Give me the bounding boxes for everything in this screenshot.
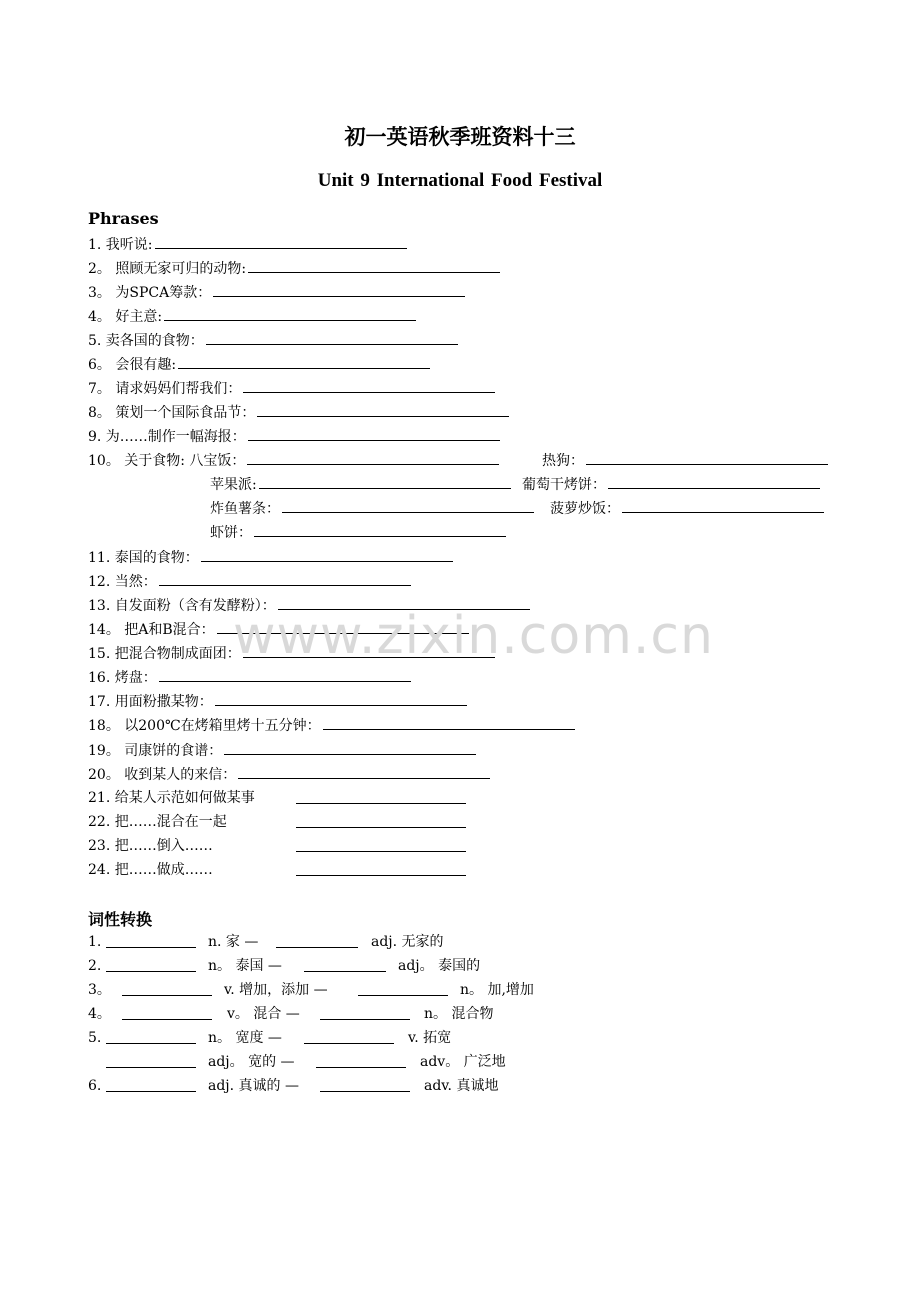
phrase-9: 9. 为……制作一幅海报：	[88, 426, 500, 446]
phrase-10-prawn-cracker: 虾饼：	[210, 522, 506, 542]
phrase-13: 13. 自发面粉（含有发酵粉）：	[88, 595, 530, 615]
answer-blank[interactable]	[247, 450, 499, 465]
answer-blank[interactable]	[106, 1077, 196, 1092]
phrase-10: 10。 关于食物: 八宝饭：	[88, 450, 499, 470]
answer-blank[interactable]	[238, 764, 490, 779]
phrase-8: 8。 策划一个国际食品节：	[88, 402, 509, 422]
wordform-5-given: n。 宽度 —	[208, 1030, 282, 1046]
answer-blank[interactable]	[320, 1005, 410, 1020]
document-title: 初一英语秋季班资料十三	[344, 124, 576, 149]
wordform-2-given: n。 泰国 —	[208, 958, 282, 974]
answer-blank[interactable]	[282, 498, 534, 513]
phrase-23: 23. 把……倒入……	[88, 838, 213, 854]
answer-blank[interactable]	[586, 450, 828, 465]
phrase-4: 4。 好主意:	[88, 306, 416, 326]
phrase-21: 21. 给某人示范如何做某事	[88, 790, 255, 806]
phrase-10-apple-pie: 苹果派:	[210, 474, 511, 494]
watermark: www.zixin.com.cn	[233, 606, 714, 666]
wordform-2-target: adj。 泰国的	[398, 958, 481, 974]
answer-blank[interactable]	[276, 933, 358, 948]
wordform-3-given: v. 增加，添加 —	[224, 982, 328, 998]
answer-blank[interactable]	[622, 498, 824, 513]
answer-blank[interactable]	[178, 354, 430, 369]
answer-blank[interactable]	[304, 1029, 394, 1044]
phrase-22: 22. 把……混合在一起	[88, 814, 227, 830]
phrase-10-raisin-scone: 葡萄干烤饼：	[522, 474, 820, 494]
phrase-7: 7。 请求妈妈们帮我们：	[88, 378, 495, 398]
phrase-19: 19。 司康饼的食谱：	[88, 740, 476, 760]
answer-blank[interactable]	[296, 861, 466, 876]
wordform-1-given: n. 家 —	[208, 934, 259, 950]
answer-blank[interactable]	[304, 957, 386, 972]
wordform-6-number: 6.	[88, 1078, 102, 1094]
unit-title: Unit 9 International Food Festival	[317, 170, 603, 191]
phrase-3: 3。 为SPCA筹款：	[88, 282, 465, 302]
phrase-20: 20。 收到某人的来信：	[88, 764, 490, 784]
wordform-3-number: 3。	[88, 982, 111, 998]
answer-blank[interactable]	[224, 740, 476, 755]
wordform-5-number: 5.	[88, 1030, 102, 1046]
answer-blank[interactable]	[257, 402, 509, 417]
answer-blank[interactable]	[296, 837, 466, 852]
answer-blank[interactable]	[155, 234, 407, 249]
phrase-16: 16. 烤盘：	[88, 667, 411, 687]
answer-blank[interactable]	[122, 981, 212, 996]
wordform-2-number: 2.	[88, 958, 102, 974]
phrase-5: 5. 卖各国的食物：	[88, 330, 458, 350]
wordform-5b-given: adj。 宽的 —	[208, 1054, 295, 1070]
wordform-4-number: 4。	[88, 1006, 111, 1022]
phrase-10-fish-chips: 炸鱼薯条：	[210, 498, 534, 518]
answer-blank[interactable]	[122, 1005, 212, 1020]
phrase-6: 6。 会很有趣:	[88, 354, 430, 374]
answer-blank[interactable]	[259, 474, 511, 489]
wordform-4-target: n。 混合物	[424, 1006, 494, 1022]
answer-blank[interactable]	[206, 330, 458, 345]
answer-blank[interactable]	[358, 981, 448, 996]
answer-blank[interactable]	[316, 1053, 406, 1068]
wordform-6-given: adj. 真诚的 —	[208, 1078, 299, 1094]
answer-blank[interactable]	[213, 282, 465, 297]
wordform-1-number: 1.	[88, 934, 102, 950]
answer-blank[interactable]	[248, 258, 500, 273]
answer-blank[interactable]	[243, 378, 495, 393]
phrase-11: 11. 泰国的食物：	[88, 547, 453, 567]
answer-blank[interactable]	[159, 571, 411, 586]
phrase-17: 17. 用面粉撒某物：	[88, 691, 467, 711]
wordform-heading: 词性转换	[88, 910, 153, 929]
phrase-2: 2。 照顾无家可归的动物:	[88, 258, 500, 278]
phrase-14: 14。 把A和B混合：	[88, 619, 469, 639]
answer-blank[interactable]	[159, 667, 411, 682]
answer-blank[interactable]	[106, 1053, 196, 1068]
phrase-15: 15. 把混合物制成面团：	[88, 643, 495, 663]
wordform-6-target: adv. 真诚地	[424, 1078, 499, 1094]
wordform-1-target: adj. 无家的	[371, 934, 444, 950]
answer-blank[interactable]	[106, 933, 196, 948]
wordform-3-target: n。 加,增加	[460, 982, 534, 998]
answer-blank[interactable]	[248, 426, 500, 441]
answer-blank[interactable]	[296, 789, 466, 804]
wordform-5-target: v. 拓宽	[408, 1030, 452, 1046]
phrase-24: 24. 把……做成……	[88, 862, 213, 878]
phrase-12: 12. 当然：	[88, 571, 411, 591]
phrase-10-pineapple-rice: 菠萝炒饭：	[550, 498, 824, 518]
answer-blank[interactable]	[164, 306, 416, 321]
answer-blank[interactable]	[320, 1077, 410, 1092]
phrase-1: 1. 我听说:	[88, 234, 407, 254]
answer-blank[interactable]	[106, 1029, 196, 1044]
wordform-5b-target: adv。 广泛地	[420, 1054, 506, 1070]
wordform-4-given: v。 混合 —	[227, 1006, 300, 1022]
answer-blank[interactable]	[608, 474, 820, 489]
phrase-10-hotdog: 热狗：	[542, 450, 828, 470]
answer-blank[interactable]	[106, 957, 196, 972]
answer-blank[interactable]	[323, 715, 575, 730]
answer-blank[interactable]	[201, 547, 453, 562]
phrases-heading: Phrases	[88, 209, 159, 228]
answer-blank[interactable]	[296, 813, 466, 828]
answer-blank[interactable]	[215, 691, 467, 706]
answer-blank[interactable]	[254, 522, 506, 537]
phrase-18: 18。 以200℃在烤箱里烤十五分钟：	[88, 715, 575, 735]
